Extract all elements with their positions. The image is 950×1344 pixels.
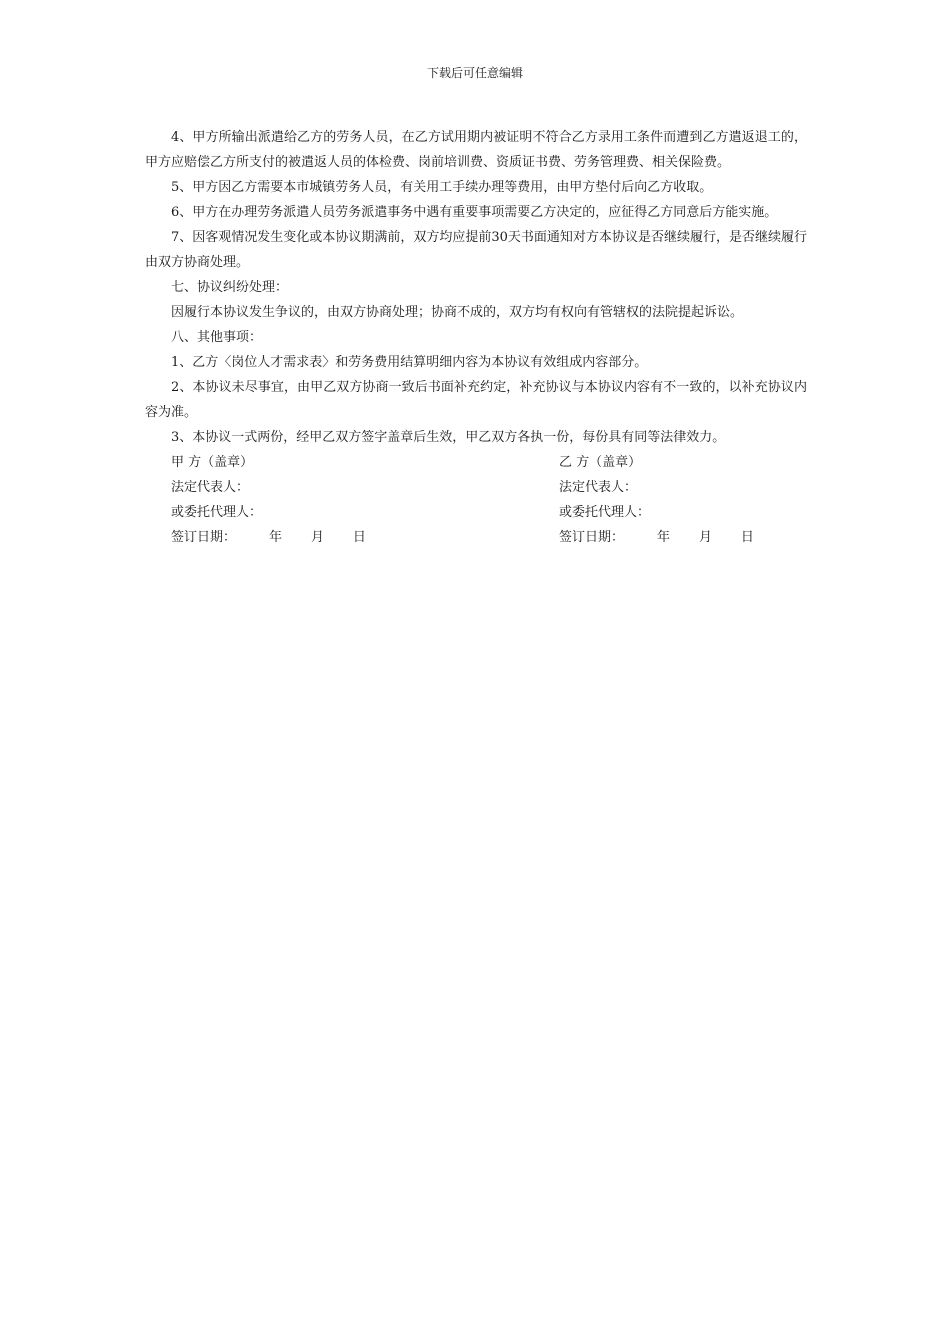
clause-6-paragraph: 6、甲方在办理劳务派遣人员劳务派遣事务中遇有重要事项需要乙方决定的，应征得乙方同意后方能实施。 <box>171 205 778 220</box>
document-body <box>145 125 807 550</box>
party-a-legal-rep: 法定代表人： <box>171 480 250 495</box>
signature-date-row <box>145 525 807 550</box>
party-b-date: 签订日期： 年 月 日 <box>559 530 754 545</box>
clause-7-paragraph: 7、因客观情况发生变化或本协议期满前，双方均应提前30天书面通知对方本协议是否继续履行，是否继续履行由双方协商处理。 <box>145 230 807 270</box>
signature-agent-row <box>145 500 807 525</box>
other-clause-1-paragraph: 1、乙方〈岗位人才需求表〉和劳务费用结算明细内容为本协议有效组成内容部分。 <box>171 355 648 370</box>
party-b-legal-rep: 法定代表人： <box>559 480 638 495</box>
party-a-date: 签订日期： 年 月 日 <box>171 530 366 545</box>
party-b-agent: 或委托代理人： <box>559 505 651 520</box>
signature-title-row <box>145 450 807 475</box>
section-8-heading: 八、其他事项： <box>171 330 263 345</box>
page-header: 下载后可任意编辑 <box>426 66 523 80</box>
section-7-heading: 七、协议纠纷处理： <box>171 280 289 295</box>
clause-4-paragraph: 4、甲方所输出派遣给乙方的劳务人员，在乙方试用期内被证明不符合乙方录用工条件而遭到乙方遣返退工的，甲方应赔偿乙方所支付的被遣返人员的体检费、岗前培训费、资质证书费、劳务管理费、相关保险费。 <box>145 130 807 170</box>
other-clause-3-paragraph: 3、本协议一式两份，经甲乙双方签字盖章后生效，甲乙双方各执一份，每份具有同等法律效力。 <box>171 430 726 445</box>
signature-legal-rep-row <box>145 475 807 500</box>
other-clause-2-paragraph: 2、本协议未尽事宜，由甲乙双方协商一致后书面补充约定，补充协议与本协议内容有不一致的，以补充协议内容为准。 <box>145 380 807 420</box>
party-a-title: 甲 方（盖章） <box>171 455 254 470</box>
party-b-title: 乙 方（盖章） <box>559 455 642 470</box>
clause-5-paragraph: 5、甲方因乙方需要本市城镇劳务人员，有关用工手续办理等费用，由甲方垫付后向乙方收取。 <box>171 180 713 195</box>
signature-block <box>145 450 807 550</box>
dispute-paragraph: 因履行本协议发生争议的，由双方协商处理；协商不成的，双方均有权向有管辖权的法院提起诉讼。 <box>171 305 744 320</box>
party-a-agent: 或委托代理人： <box>171 505 263 520</box>
